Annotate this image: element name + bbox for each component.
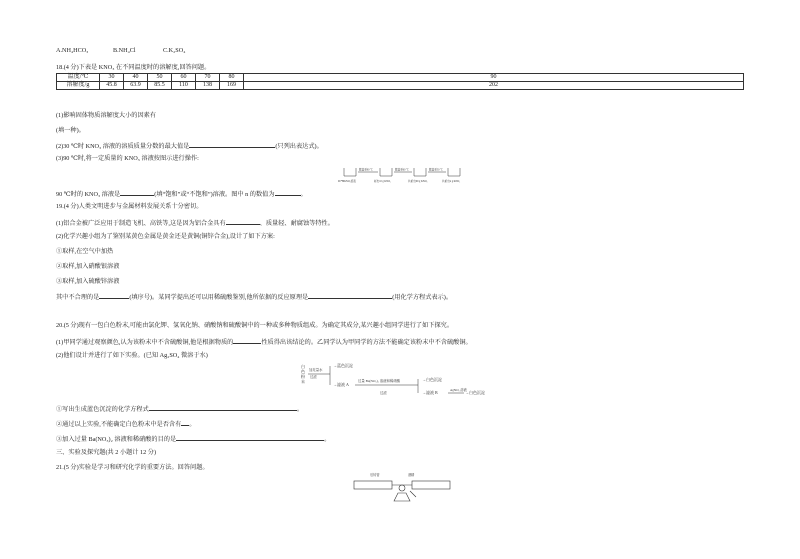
q18-part2-text: (2)30 ℃时 KNO₃ 溶液的溶质质量分数的最大值是 [56, 143, 190, 150]
white-precipitate-1: →白色沉淀 [422, 377, 442, 382]
beaker-label: 共析出69 g KNO₃ [408, 180, 428, 183]
beaker-label: 共析出n g KNO₃ [442, 180, 461, 183]
q20-sub3-end: 。 [324, 436, 331, 443]
q20-part1-text: (1)甲同学通过观察颜色,认为该粉末中不含硫酸铜,他是根据物质的 [56, 339, 234, 346]
q19-part1-end: 、质量轻、耐腐蚀等特性。 [259, 220, 334, 227]
q20-title: 20.(5 分)现有一包白色粉末,可能由氯化钾、氢氧化钠、硝酸钠和硫酸铜中的一种或多种物质组成。为确定其成分,某兴趣小组同学进行了如下探究。 [56, 322, 454, 329]
answer-blank[interactable] [149, 404, 297, 411]
q20-sub2 [56, 419, 195, 429]
table-cell: 60 [172, 74, 196, 82]
q19-part3 [56, 292, 452, 302]
option-a: A.NH₄HCO₃ [56, 47, 89, 54]
step-label: 降温至80 ℃ [359, 168, 373, 172]
table-cell: 138 [196, 82, 220, 90]
q19-part3-end: (用化学方程式表示)。 [392, 294, 453, 301]
step-label: 降温至50 ℃ [429, 168, 443, 172]
q19-option-3: ③取样,加入硫酸锌溶液 [56, 278, 120, 285]
powder-label: 白 [301, 364, 305, 369]
q17-options [56, 47, 186, 55]
table-cell: 63.9 [124, 82, 148, 90]
filter-label-2: 过滤 [380, 391, 387, 395]
white-precipitate-2: →白色沉淀 [465, 390, 485, 395]
table-cell: 85.5 [148, 82, 172, 90]
q18-part2 [56, 141, 323, 151]
q20-sub2-text: ②通过以上实验,不能确定白色粉末中是否含有 [56, 421, 182, 428]
q20-part2: (2)他们设计并进行了如下实验。(已知 Ag₂SO₄ 微溶于水) [56, 352, 208, 359]
powder-label: 粉 [301, 374, 305, 379]
q18-title: 18.(4 分)下表是 KNO₃ 在不同温度时的溶解度,回答问题。 [56, 64, 211, 71]
filtrate-a: →滤液 A [333, 382, 349, 387]
gas-pipe [410, 491, 416, 497]
table-cell: 110 [172, 82, 196, 90]
table-cell: 169 [220, 82, 244, 90]
answer-blank[interactable] [120, 189, 154, 196]
beaker-1 [344, 168, 356, 176]
apparatus-label-left: 后转管 [370, 473, 380, 477]
beaker-4 [448, 168, 460, 176]
experiment-flow-diagram [300, 361, 492, 399]
section-heading: 三、实验及探究题(共 2 小题计 12 分) [56, 449, 157, 456]
reagent-1: 过量 Ba(NO₃)₂ 溶液和稀硝酸 [358, 379, 401, 383]
q20-part1-end: 性质得出该结论的。乙同学认为甲同学的方法不能确定该粉末中不含硫酸铜。 [261, 339, 472, 346]
q20-sub1-text: ①写出生成蓝色沉淀的化学方程式 [56, 406, 149, 413]
beaker-label: 90 ℃KNO₃溶液 [338, 180, 356, 183]
filter-label: 过滤 [310, 375, 317, 379]
answer-blank[interactable] [275, 189, 301, 196]
beaker-2 [380, 168, 392, 176]
row-label-temperature: 温度/℃ [57, 74, 100, 82]
table-cell: 90 [244, 74, 744, 82]
q20-sub3 [56, 434, 330, 444]
q19-option-1: ①取样,在空气中加热 [56, 248, 114, 255]
q18-part1: (1)影响固体物质溶解度大小的因素有 [56, 112, 157, 119]
table-cell: 202 [244, 82, 744, 90]
q18-part4 [56, 189, 307, 199]
table-row-solubility [57, 82, 744, 90]
table-row-temperature [57, 74, 744, 82]
q19-part3-mid: (填序号)。某同学提出还可以用稀硫酸鉴别,他所依据的反应原理是 [129, 294, 309, 301]
q19-title: 19.(4 分)人类文明进步与金属材料发展关系十分密切。 [56, 203, 203, 210]
cooling-flow-diagram [338, 165, 468, 187]
q18-part1-note: (填一种)。 [56, 127, 85, 134]
answer-blank[interactable] [233, 337, 261, 344]
apparatus-label-right: 酒精 [408, 473, 415, 477]
q20-sub2-end: 。 [189, 421, 196, 428]
table-cell: 45.8 [100, 82, 124, 90]
answer-blank[interactable] [308, 292, 392, 299]
option-b: B.NH₄Cl [113, 47, 136, 54]
q20-sub3-text: ③加入过量 Ba(NO₃)₂ 溶液和稀硝酸的目的是 [56, 436, 177, 443]
reagent-2: AgNO₃ 溶液 [450, 388, 467, 392]
q19-part1-text: (1)铝合金被广泛应用于制造飞机、高铁等,这是因为铝合金具有 [56, 220, 226, 227]
dissolve-label: 加足量水 [309, 368, 323, 372]
table-cell: 50 [148, 74, 172, 82]
powder-label: 色 [301, 369, 305, 374]
answer-blank[interactable] [99, 292, 129, 299]
q18-part2-end: (只列出表达式)。 [275, 143, 323, 150]
q19-option-2: ②取样,加入硝酸银溶液 [56, 263, 120, 270]
option-c: C.K₂SO₄ [163, 47, 186, 54]
q20-sub1-end: 。 [296, 406, 303, 413]
powder-label: 末 [301, 379, 305, 384]
q20-part1 [56, 337, 472, 347]
step-label: 降温至60 ℃ [395, 168, 409, 172]
row-label-solubility: 溶解度/g [57, 82, 100, 90]
q19-part3-text: 其中不合理的是 [56, 294, 100, 301]
q18-part4-text: 90 ℃时的 KNO₃ 溶液是 [56, 191, 121, 198]
q20-sub1 [56, 404, 303, 414]
table-cell: 80 [220, 74, 244, 82]
filtrate-b: →滤液 B [422, 390, 438, 395]
solubility-table [56, 73, 744, 90]
tube-left [354, 481, 392, 489]
answer-blank[interactable] [176, 434, 324, 441]
beaker-3 [414, 168, 426, 176]
beaker-label: 析出10 g KNO₃ [374, 180, 391, 183]
table-cell: 70 [196, 74, 220, 82]
q19-part1 [56, 218, 334, 228]
apparatus-diagram [350, 471, 460, 505]
tube-right [412, 481, 450, 489]
joint-icon [399, 485, 405, 491]
answer-blank[interactable] [226, 218, 260, 225]
answer-blank[interactable] [189, 141, 275, 148]
blue-precipitate: →蓝色沉淀 [333, 363, 353, 368]
q18-part3: (3)90 ℃时,将一定质量的 KNO₃ 溶液按图示进行操作: [56, 155, 199, 162]
q18-part4-end: 。 [300, 191, 307, 198]
table-cell: 30 [100, 74, 124, 82]
burner-icon [394, 493, 410, 501]
q21-title: 21.(5 分)实验是学习和研究化学的重要方法。回答问题。 [56, 464, 209, 471]
q18-part4-mid: (填“饱和”或“不饱和”)溶液。图中 n 的数值为 [154, 191, 275, 198]
table-cell: 40 [124, 74, 148, 82]
q19-part2: (2)化学兴趣小组为了鉴别某黄色金属是黄金还是黄铜(铜锌合金),设计了如下方案: [56, 233, 275, 240]
